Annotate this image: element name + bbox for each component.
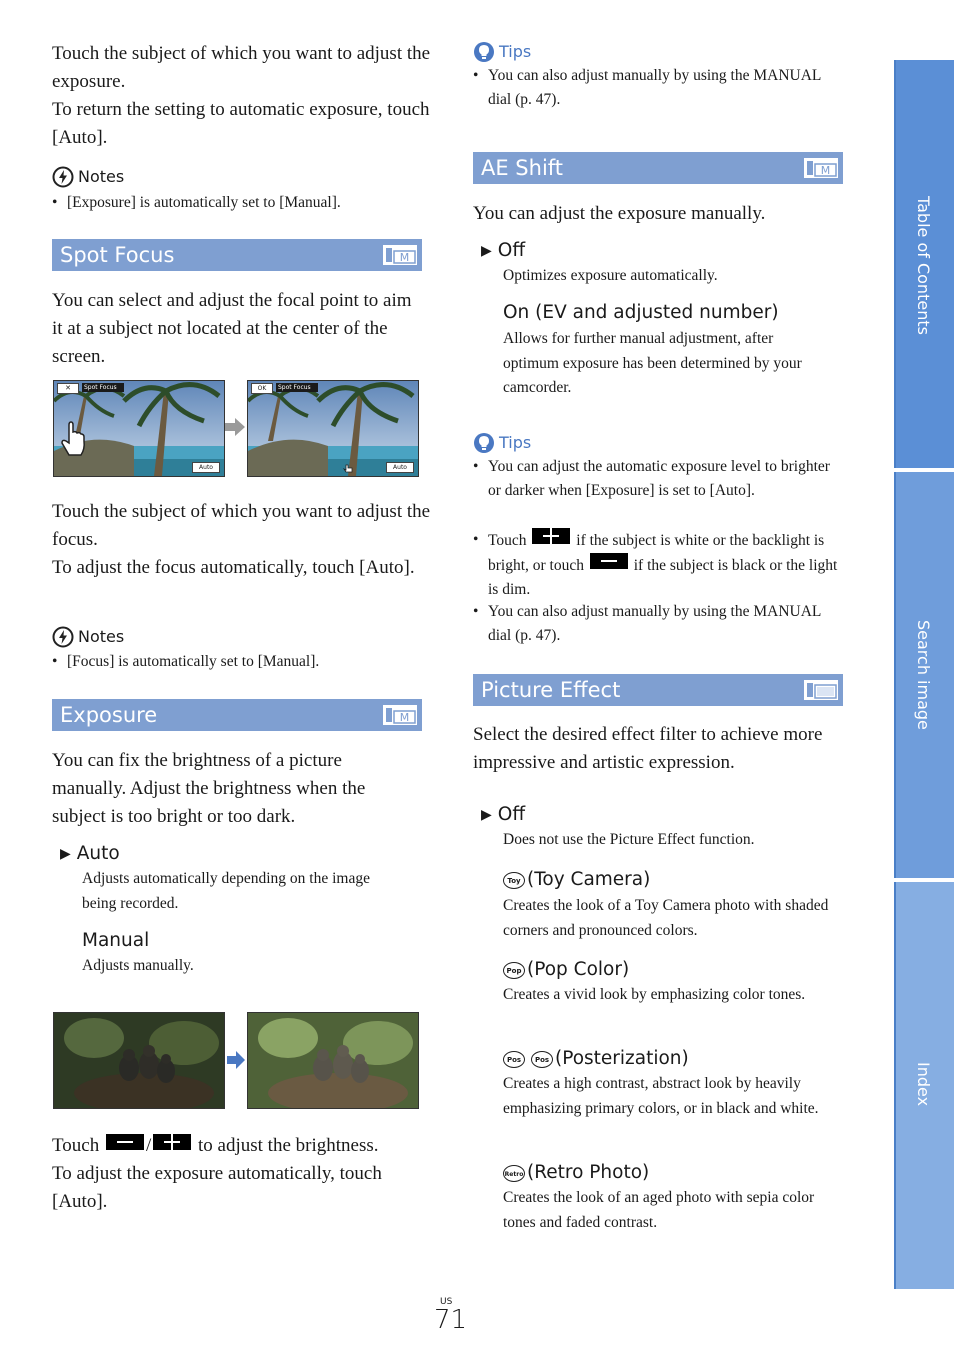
instruction-text-1: Touch the subject of which you want to adjust the focus.	[52, 501, 431, 550]
region-code: US	[440, 1297, 453, 1307]
intro-text-1: Touch the subject of which you want to adjust the exposure.	[52, 43, 431, 92]
pop-color-icon: Pop	[503, 962, 525, 979]
option-description: Does not use the Picture Effect function.	[503, 831, 755, 848]
tips-heading	[473, 432, 531, 454]
section-header-exposure	[52, 699, 422, 731]
option-name: Manual	[82, 930, 150, 951]
plus-button-icon	[532, 528, 570, 544]
option-auto	[60, 842, 120, 866]
intro-paragraph	[52, 40, 432, 152]
option-posterization	[503, 1047, 689, 1071]
notes-label: Notes	[78, 167, 125, 186]
option-name: (Toy Camera)	[527, 869, 651, 890]
notes-item: • [Exposure] is automatically set to [Manual].	[67, 191, 427, 215]
tips-heading	[473, 41, 531, 63]
svg-text:M: M	[399, 251, 410, 264]
option-description: Creates the look of a Toy Camera photo with shaded corners and pronounced colors.	[503, 897, 829, 939]
arrow-right-icon	[225, 418, 245, 436]
tips-item	[488, 528, 846, 602]
notes-item: • [Focus] is automatically set to [Manual].	[67, 650, 427, 674]
notes-label: Notes	[78, 627, 125, 646]
section-title: AE Shift	[481, 156, 564, 180]
section-header-spot-focus	[52, 239, 422, 271]
section-header-ae-shift	[473, 152, 843, 184]
option-description: Creates the look of an aged photo with sepia color tones and faded contrast.	[503, 1189, 815, 1231]
svg-text:M: M	[399, 711, 410, 724]
option-name: Auto	[76, 843, 120, 864]
option-toy-camera	[503, 868, 650, 892]
tips-label: Tips	[499, 42, 532, 61]
section-header-picture-effect	[473, 674, 843, 706]
tip-text-end: if the subject is black or the light is dim.	[488, 557, 838, 598]
section-title: Picture Effect	[481, 678, 621, 702]
option-name: (Posterization)	[555, 1048, 689, 1069]
sidebar-tab-table-of-contents[interactable]	[894, 60, 954, 468]
page-number: 71	[434, 1305, 468, 1335]
option-name: (Pop Color)	[527, 959, 630, 980]
manual-mode-icon	[382, 704, 418, 726]
exposure-description: You can fix the brightness of a picture manually. Adjust the brightness when the subject is too bright or too dark.	[52, 750, 366, 827]
exposure-image-dark	[53, 1012, 225, 1109]
plus-button-icon	[153, 1134, 191, 1150]
minus-button-icon	[590, 553, 628, 569]
spot-focus-instructions	[52, 498, 432, 582]
screen-mode-label: Spot Focus	[82, 383, 124, 392]
spot-focus-screen-after	[247, 380, 419, 477]
auto-instruction: To adjust the exposure automatically, touch [Auto].	[52, 1163, 382, 1212]
camera-mode-icon	[803, 679, 839, 701]
option-name: Off	[497, 804, 526, 825]
option-description: Creates a high contrast, abstract look by heavily emphasizing primary colors, or in black and white.	[503, 1075, 819, 1117]
lightbulb-icon	[473, 432, 495, 454]
notes-heading	[52, 626, 124, 648]
auto-button[interactable]: Auto	[192, 462, 220, 473]
exposure-image-bright	[247, 1012, 419, 1109]
posterization-bw-icon: Pos	[531, 1051, 553, 1068]
option-on	[503, 301, 779, 325]
screen-mode-label: Spot Focus	[276, 383, 318, 392]
svg-text:M: M	[820, 164, 831, 177]
tips-label: Tips	[499, 433, 532, 452]
section-title: Spot Focus	[60, 243, 175, 267]
option-retro-photo	[503, 1161, 649, 1185]
touch-word: Touch	[52, 1135, 100, 1156]
retro-photo-icon: Retro	[503, 1165, 525, 1182]
slash: /	[145, 1135, 152, 1156]
minus-button-icon	[106, 1134, 144, 1150]
sidebar-tab-index[interactable]	[894, 882, 954, 1289]
selected-arrow-icon: ▶	[481, 243, 492, 259]
exposure-instructions	[52, 1132, 432, 1216]
option-pop-color	[503, 958, 629, 982]
bird-nest-image	[248, 1013, 418, 1108]
notes-icon	[52, 626, 74, 648]
tip-touch-word: Touch	[488, 532, 527, 549]
option-description: Adjusts manually.	[82, 957, 194, 974]
focus-hand-icon	[342, 464, 354, 473]
bird-nest-image	[54, 1013, 224, 1108]
spot-focus-description: You can select and adjust the focal point to aim it at a subject not located at the center of the screen.	[52, 290, 412, 367]
sidebar-tab-search-image[interactable]	[894, 472, 954, 878]
option-name: On (EV and adjusted number)	[503, 302, 779, 323]
picture-effect-description: Select the desired effect filter to achieve more impressive and artistic expression.	[473, 724, 823, 773]
notes-icon	[52, 166, 74, 188]
tip-text-middle: if the subject is white or the backlight is bright, or touch	[488, 532, 825, 574]
tips-item: • You can adjust the automatic exposure level to brighter or darker when [Exposure] is set to [Auto].	[488, 455, 838, 503]
option-name: (Retro Photo)	[527, 1162, 650, 1183]
manual-mode-icon	[803, 157, 839, 179]
option-description: Adjusts automatically depending on the image being recorded.	[82, 870, 370, 912]
touch-tail: to adjust the brightness.	[198, 1135, 379, 1156]
manual-mode-icon	[382, 244, 418, 266]
tab-label: Search image	[914, 620, 933, 730]
spot-focus-screen-before	[53, 380, 225, 477]
auto-button[interactable]: Auto	[386, 462, 414, 473]
selected-arrow-icon: ▶	[60, 846, 71, 862]
option-description: Optimizes exposure automatically.	[503, 267, 718, 284]
option-description: Creates a vivid look by emphasizing color tones.	[503, 986, 806, 1003]
touch-instruction	[52, 1132, 432, 1160]
notes-heading	[52, 166, 124, 188]
instruction-text-2: To adjust the focus automatically, touch [Auto].	[52, 557, 415, 578]
ok-button[interactable]: OK	[251, 383, 273, 394]
tips-item: • You can also adjust manually by using the MANUAL dial (p. 47).	[488, 64, 828, 112]
option-off	[481, 239, 525, 263]
tab-label: Table of Contents	[914, 196, 933, 335]
option-off	[481, 803, 525, 827]
ae-shift-description: You can adjust the exposure manually.	[473, 203, 766, 224]
option-description: Allows for further manual adjustment, after optimum exposure has been determined by your camcorder.	[503, 330, 802, 396]
option-name: Off	[497, 240, 526, 261]
option-manual	[82, 929, 149, 953]
close-button[interactable]: ✕	[57, 383, 79, 394]
arrow-right-icon	[227, 1051, 245, 1069]
tips-item: • You can also adjust manually by using the MANUAL dial (p. 47).	[488, 600, 828, 648]
selected-arrow-icon: ▶	[481, 807, 492, 823]
tab-label: Index	[914, 1062, 933, 1107]
lightbulb-icon	[473, 41, 495, 63]
section-title: Exposure	[60, 703, 158, 727]
touch-hand-icon	[57, 421, 89, 461]
intro-text-2: To return the setting to automatic exposure, touch [Auto].	[52, 99, 430, 148]
toy-camera-icon: Toy	[503, 872, 525, 889]
posterization-color-icon: Pos	[503, 1051, 525, 1068]
